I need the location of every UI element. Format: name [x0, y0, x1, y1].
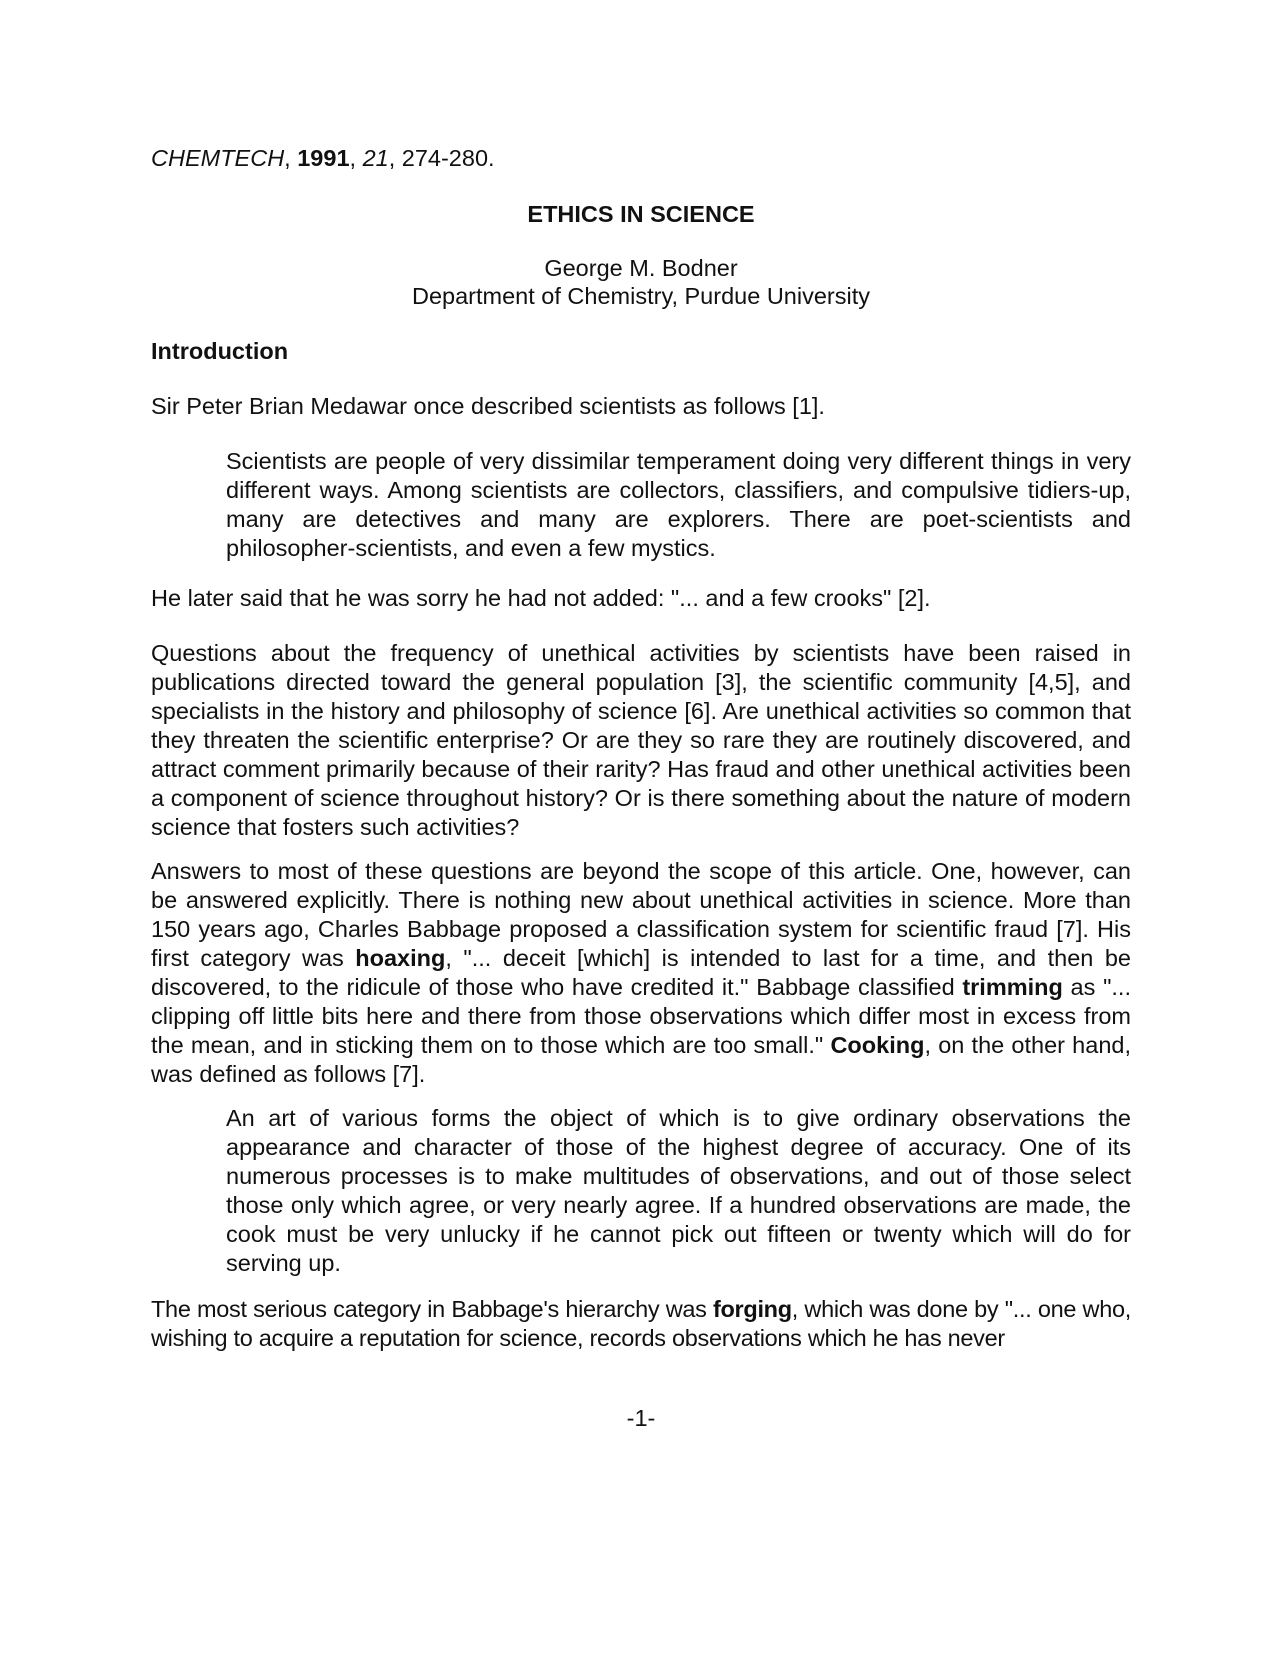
cooking-quote: An art of various forms the object of which is to give ordinary observations the appearance and character of those of the highest degree of accuracy. One of its numerous processes is to make multitudes of observations, and out of those select those only which agree, or very nearly agree. If a hundred observations are made, the cook must be very unlucky if he cannot pick out fifteen or twenty which will do for serving up. [226, 1105, 1131, 1276]
forging-paragraph: The most serious category in Babbage's hierarchy was forging, which was done by "... one who, wishing to acquire a reputation for science, records observations which he has never [151, 1296, 1131, 1351]
citation-line: CHEMTECH, 1991, 21, 274-280. [151, 145, 495, 171]
babbage-paragraph: Answers to most of these questions are beyond the scope of this article. One, however, can be answered explicitly. There is nothing new about unethical activities in science. More than 150 years ago, Charles Babbage proposed a classification system for scientific fraud [7]. His first category was hoaxing, "... deceit [which] is intended to last for a time, and then be discovered, to the ridicule of those who have credited it." Babbage classified trimming as "... clipping off little bits here and there from those observations which differ most in excess from the mean, and in sticking them on to those which are too small." Cooking, on the other hand, was defined as follows [7]. [151, 858, 1131, 1087]
intro-sentence: Sir Peter Brian Medawar once described scientists as follows [1]. [151, 393, 825, 419]
term-trimming: trimming [962, 974, 1063, 1000]
journal-year: 1991 [297, 145, 350, 171]
journal-pages: , 274-280. [388, 145, 495, 171]
journal-name: CHEMTECH [151, 145, 285, 171]
term-forging: forging [712, 1296, 792, 1322]
author-affiliation: Department of Chemistry, Purdue University [412, 283, 870, 309]
term-cooking: Cooking [830, 1032, 925, 1058]
crooks-paragraph: He later said that he was sorry he had not added: "... and a few crooks" [2]. [151, 585, 931, 611]
term-hoaxing: hoaxing [355, 945, 446, 971]
page-number: -1- [626, 1405, 656, 1431]
questions-paragraph: Questions about the frequency of unethical activities by scientists have been raised in publications directed toward the general population [3], the scientific community [4,5], and specialists in the history and philosophy of science [6]. Are unethical activities so common that they threaten the scientific enterprise? Or are they so rare they are routinely discovered, and attract comment primarily because of their rarity? Has fraud and other unethical activities been a component of science throughout history? Or is there something about the nature of modern science that fosters such activities? [151, 640, 1131, 840]
medawar-quote: Scientists are people of very dissimilar temperament doing very different things in very different ways. Among scientists are collectors, classifiers, and compulsive tidiers-up, many are detectives and many are explorers. There are poet-scientists and philosopher-scientists, and even a few mystics. [226, 448, 1131, 561]
section-heading: Introduction [151, 338, 289, 364]
journal-volume: 21 [362, 145, 389, 171]
article-title: ETHICS IN SCIENCE [527, 201, 755, 227]
author-name: George M. Bodner [544, 255, 738, 281]
